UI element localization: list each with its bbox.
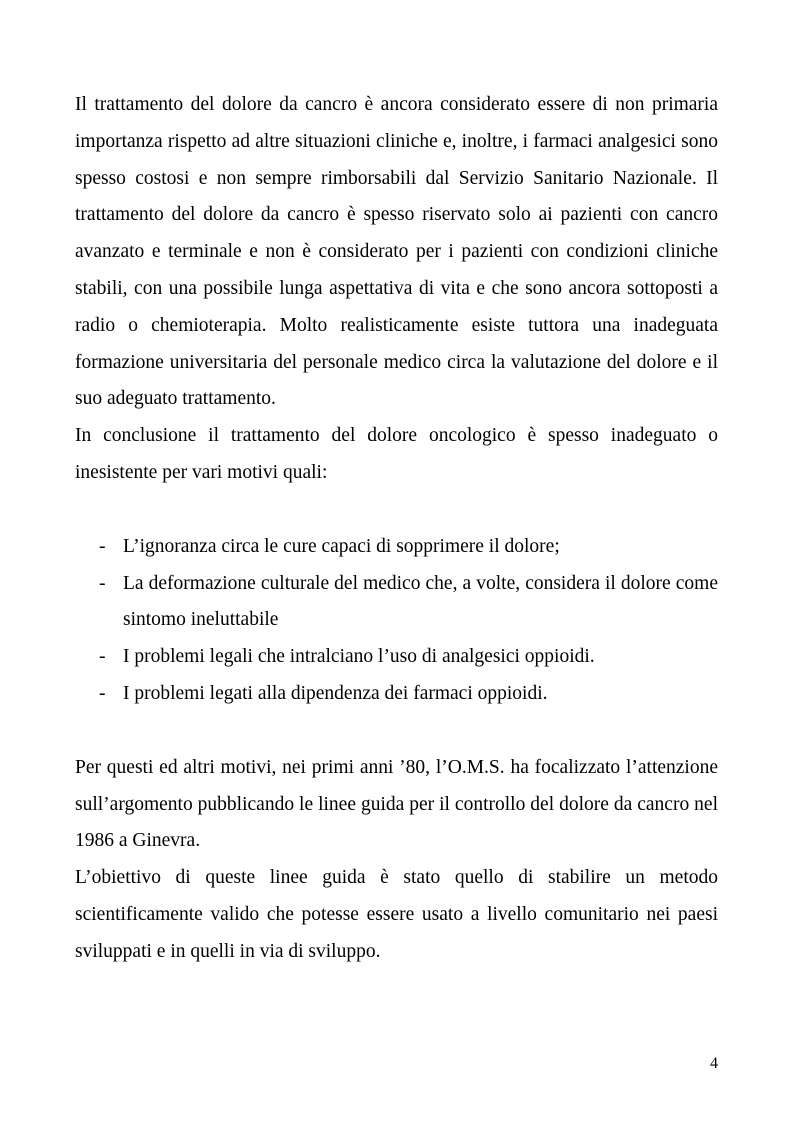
- list-marker: -: [99, 646, 106, 668]
- paragraph-conclusion: In conclusione il trattamento del dolore oncologico è spesso inadeguato o inesistente per vari motivi quali:: [75, 425, 718, 483]
- paragraph-objective: L’obiettivo di queste linee guida è stato quello di stabilire un metodo scientificamente valido che potesse essere usato a livello comunitario nei paesi sviluppati e in quelli in via di sviluppo.: [75, 867, 718, 962]
- list-item: [99, 529, 718, 566]
- list-item-text: La deformazione culturale del medico che, a volte, considera il dolore come sintomo ineluttabile: [123, 572, 718, 631]
- list-marker: -: [99, 535, 106, 557]
- page-number: 4: [710, 1055, 718, 1072]
- paragraph-intro: Il trattamento del dolore da cancro è ancora considerato essere di non primaria importanza rispetto ad altre situazioni cliniche e, inoltre, i farmaci analgesici sono spesso costosi e non sempre rimborsabili dal Servizio Sanitario Nazionale. Il trattamento del dolore da cancro è spesso riservato solo ai pazienti con cancro avanzato e terminale e non è considerato per i pazienti con condizioni cliniche stabili, con una possibile lunga aspettativa di vita e che sono ancora sottoposti a radio o chemioterapia. Molto realisticamente esiste tuttora una inadeguata formazione universitaria del personale medico circa la valutazione del dolore e il suo adeguato trattamento.: [75, 94, 718, 410]
- list-item-text: I problemi legati alla dipendenza dei farmaci oppioidi.: [123, 682, 548, 704]
- list-item-text: L’ignoranza circa le cure capaci di sopprimere il dolore;: [123, 535, 560, 557]
- list-marker: -: [99, 682, 106, 704]
- list-item: [99, 639, 718, 676]
- list-item: [99, 566, 718, 640]
- paragraph-oms: Per questi ed altri motivi, nei primi anni ’80, l’O.M.S. ha focalizzato l’attenzione sull’argomento pubblicando le linee guida per il controllo del dolore da cancro nel 1986 a Ginevra.: [75, 756, 718, 852]
- list-marker: -: [99, 572, 106, 594]
- document-page: [75, 87, 718, 971]
- list-item: [99, 676, 718, 713]
- spacer: [75, 492, 718, 529]
- reasons-list: [75, 529, 718, 713]
- list-item-text: I problemi legali che intralciano l’uso di analgesici oppioidi.: [123, 646, 595, 668]
- spacer: [75, 713, 718, 750]
